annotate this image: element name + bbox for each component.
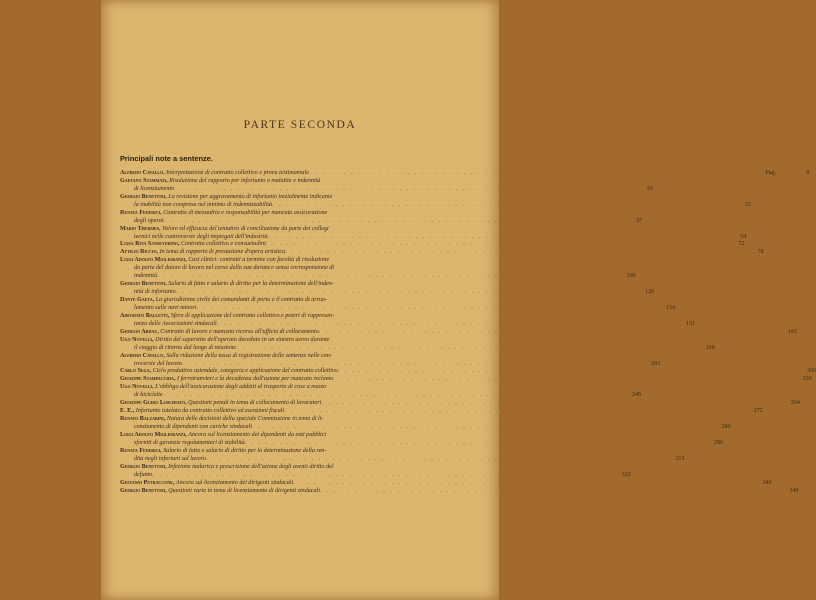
entry-title: Valore ed efficacia del tentativo di conciliazione da parte dei collegi (162, 225, 329, 232)
toc-line (120, 328, 798, 337)
page-number: 346 (762, 479, 772, 486)
entry-author: Luigi Adolfo Miglioranzi, (120, 431, 187, 438)
entry-title: Sulla riduzione della tassa di registrazione delle sentenze nelle con- (166, 352, 332, 359)
page-number: 100 (626, 273, 636, 280)
entry-title-continued: dita negli infortuni sul lavoro (134, 455, 206, 462)
toc-entry-text (120, 210, 327, 218)
entry-author: Giorgio Benettini, (120, 487, 167, 494)
toc-entry-text (120, 353, 332, 361)
page-label: Pag. (765, 170, 777, 176)
entry-title: Contratto di lavoro e mancato ricorso all'ufficio di collocamento (160, 328, 319, 335)
page-number: 72 (738, 241, 745, 248)
toc-line (120, 170, 810, 178)
page-number: 151 (686, 320, 696, 327)
toc-entry (120, 241, 745, 249)
toc-entry-text (120, 480, 293, 488)
toc-entry-text (120, 178, 320, 186)
leader-dots (268, 234, 723, 242)
entry-title: Diritto del superstite dell'operaio deceduto in un sinistro aereo durante (155, 336, 330, 343)
entry-author: Giorgio Benettini, (120, 193, 167, 200)
toc-line (120, 464, 490, 472)
toc-line (120, 241, 745, 249)
leader-dots (284, 408, 739, 416)
toc-entry (120, 209, 643, 226)
entry-title: Ancora sul licenziamento dei dipendenti da enti pubblici (188, 431, 327, 438)
entry-author: Renato Balzarini, (120, 416, 166, 423)
entry-title: Infezione malarica e prescrizione dell'azione degli aventi diritto del (168, 463, 334, 470)
toc-entry-text (120, 384, 326, 392)
page-number: 272 (753, 408, 763, 415)
page-number: 322 (621, 471, 631, 478)
page-number: 54 (740, 233, 747, 240)
toc-entry-text (120, 408, 284, 416)
entry-title: Contratto di mezzadria e responsabilità per mancata assicurazione (163, 209, 328, 216)
entry-title-continued: cenziamento di dipendenti con cariche sindacali (134, 424, 252, 430)
toc-entry-text (120, 170, 309, 178)
entry-title: Infortunio tutelato da contratto collettivo ed esenzioni fiscali (135, 408, 285, 415)
toc-line (120, 416, 490, 424)
toc-entry (120, 416, 731, 432)
toc-entry (120, 479, 772, 488)
page-number: 134 (665, 304, 675, 311)
toc-line-continued (120, 273, 636, 281)
entry-title-continued: nità di infortunio (134, 289, 176, 296)
entry-title-continued: lamento sulle navi minori (134, 304, 197, 311)
entry-author: Giovanni Petraccone, (120, 479, 175, 486)
leader-dots (245, 440, 700, 448)
entry-title: La revisione per aggravamento di infortunio inizialmente indicante (168, 193, 333, 200)
toc-entry-text (120, 194, 332, 202)
leader-dots (293, 480, 748, 488)
entry-title: Ciclo produttivo aziendale, categoria e applicazione del contratto collettivo (152, 368, 338, 375)
toc-line (120, 408, 763, 416)
entry-title-continued: la inabilità non compresa nel minimo di indennizzabilità (134, 201, 273, 208)
entry-title-continued: il viaggio di ritorno dal luogo di missione (134, 344, 237, 351)
leader-dots (196, 305, 651, 313)
toc-entry (120, 400, 800, 408)
entry-author: Giorgio Benettini, (120, 281, 167, 288)
toc-entry (120, 297, 675, 313)
entry-author: Ugo Novelli, (120, 384, 154, 391)
toc-entry-text (120, 376, 333, 384)
toc-line-continued (120, 201, 751, 210)
page-number: 129 (645, 289, 655, 296)
toc-entry-text (120, 400, 321, 408)
toc-line-continued (120, 455, 685, 464)
entry-author: Luigi Adolfo Miglioranzi, (120, 257, 187, 264)
page-number: 161 (788, 328, 798, 335)
leader-dots (272, 202, 727, 210)
entry-author: Giorgio Ardau, (120, 328, 159, 335)
book-page (101, 0, 816, 600)
toc-line (120, 400, 800, 408)
toc-entry-text (120, 448, 326, 456)
toc-line-continued (120, 471, 631, 480)
leader-dots (266, 241, 721, 249)
toc-entry (120, 170, 810, 178)
toc-entry (120, 225, 747, 242)
toc-line-continued (120, 289, 655, 297)
toc-line (120, 313, 490, 321)
entry-author: Mario Thermes, (120, 225, 161, 232)
entry-title-continued: troversie del lavoro (134, 360, 182, 367)
page-number: 239 (802, 376, 812, 383)
toc-entry (120, 376, 812, 384)
entry-title-continued: tecnici nelle controversie degli impiegati dell'industria (134, 233, 268, 240)
leader-dots (176, 289, 631, 297)
leader-dots (338, 368, 793, 376)
entry-author: Renata Federici, (120, 209, 162, 216)
page-number: 280 (721, 424, 731, 430)
page-number: 349 (789, 487, 799, 494)
toc-line (120, 432, 490, 440)
leader-dots (164, 218, 619, 226)
leader-dots (252, 424, 707, 432)
entry-title-continued: indennità (134, 273, 158, 280)
page-number: 169 (705, 344, 715, 351)
toc-line (120, 479, 772, 488)
toc-entry (120, 463, 631, 480)
entry-title: Interpretazione di contratto collettivo e prova testimoniale (166, 170, 309, 176)
toc-entry (120, 431, 724, 448)
entry-title: La giurisdizione civile dei comandanti di porto e il contratto di arruo- (155, 297, 328, 303)
toc-entry-text (120, 297, 327, 305)
entry-author: Ugo Novelli, (120, 336, 154, 343)
toc-line-continued (120, 392, 642, 400)
entry-title-continued: di licenziamento (134, 185, 175, 192)
toc-line (120, 353, 490, 361)
toc-line (120, 376, 812, 384)
entry-title: Sfera di applicazione del contratto collettivo e poteri di rappresen- (170, 312, 335, 319)
toc-entry-text (120, 226, 329, 234)
entry-title-continued: defunto (134, 471, 153, 478)
toc-line-continued (120, 265, 490, 273)
toc-entry-text (120, 464, 334, 472)
toc-line (120, 178, 490, 186)
entry-author: Dante Gaeta, (120, 297, 155, 303)
page-number: 9 (806, 170, 810, 176)
entry-title-continued: da parte del datore di lavoro nel corso della sua durata e senza corresponsione di (134, 265, 335, 272)
toc-line-continued (120, 439, 724, 448)
entry-title: Natura delle decisioni della speciale Commissione in tema di li- (166, 416, 324, 423)
toc-line (120, 487, 799, 496)
page-number: 203 (651, 360, 661, 367)
page-number: 246 (632, 392, 642, 399)
toc-entry-text (120, 313, 334, 321)
leader-dots (309, 170, 764, 178)
entry-author: Gaetano Stammati, (120, 177, 168, 184)
entry-title-continued: sforniti di garanzie regolamentari di stabilità (134, 439, 245, 446)
entry-title: Contratto collettivo e consuetudini (181, 241, 266, 248)
entry-title: Salario di fatto e salario di diritto per la determinazione dell'inden- (168, 281, 334, 288)
page-number: 35 (744, 201, 751, 208)
entry-title: Questioni varie in tema di licenziamento di dirigenti sindacali (168, 487, 320, 494)
toc-entry (120, 447, 685, 464)
entry-title: Risoluzione del rapporto per infortunio o malattia e indennità (169, 177, 321, 184)
entry-title-continued: di biciclette (134, 392, 163, 399)
entry-title: L'obbligo dell'assicurazione degli addetti al trasporto di cose a mezzo (155, 384, 327, 391)
page-number: 264 (790, 400, 800, 407)
entry-author: Alfredo Cavallo, (120, 170, 165, 176)
entry-title-continued: degli operai (134, 217, 164, 224)
toc-line (120, 337, 490, 345)
leader-dots (321, 400, 776, 408)
toc-entry-text (120, 416, 323, 424)
toc-entry (120, 193, 751, 210)
leader-dots (157, 273, 612, 281)
toc-line (120, 448, 490, 456)
leader-dots (217, 321, 672, 329)
toc-entry-text (120, 488, 320, 496)
leader-dots (333, 376, 788, 384)
entry-title: I ferrotranvieri e la decadenza dall'azione per mancato reclamo (177, 376, 334, 383)
toc-line-continued (120, 185, 653, 194)
entry-title: Casi clinici: contratti a termine con facoltà di risoluzione (188, 257, 330, 264)
entry-author: Giuseppe Stampacchia, (120, 376, 176, 383)
toc-entry-text (120, 432, 326, 440)
entry-author: Alfredo Cavallo, (120, 352, 165, 359)
toc-line (120, 281, 490, 289)
toc-entry (120, 257, 636, 281)
page-number: 313 (675, 455, 685, 462)
toc-entry (120, 177, 653, 194)
toc-entry (120, 312, 696, 329)
part-title: PARTE SECONDA (243, 119, 357, 131)
entry-author: Adeodato Balletti, (120, 312, 170, 319)
leader-dots (319, 329, 774, 337)
leader-dots (174, 186, 629, 194)
toc-entry-text (120, 337, 330, 345)
toc-line-continued (120, 217, 643, 226)
toc-entry-text (120, 281, 334, 289)
entry-author: Giuseppe Guido Loschiavo, (120, 400, 187, 407)
toc-line-continued (120, 424, 731, 432)
toc-entry (120, 352, 661, 369)
entry-title: Salario di fatto e salario di diritto per la determinazione della ren- (163, 447, 327, 454)
leader-dots (236, 345, 691, 353)
table-of-contents (120, 170, 816, 495)
toc-line-continued (120, 360, 661, 369)
toc-line (120, 257, 490, 265)
toc-line-continued (120, 344, 715, 353)
leader-dots (320, 488, 775, 496)
entry-author: E. E., (120, 408, 135, 415)
toc-entry-text (120, 329, 319, 337)
toc-entry-text (120, 257, 329, 265)
page-number: 78 (757, 249, 764, 256)
toc-line-continued (120, 233, 747, 242)
toc-entry (120, 328, 798, 337)
toc-entry-text (120, 241, 266, 249)
entry-author: Attilio Riccio, (120, 249, 159, 256)
page-number: 296 (714, 439, 724, 446)
entry-title-continued: tanza delle Associazioni sindacali (134, 320, 217, 327)
entry-author: Giorgio Benettini, (120, 463, 167, 470)
entry-author: Renata Federici, (120, 447, 162, 454)
page-number: 16 (646, 185, 653, 192)
entry-title: In tema di rapporto di prestazione d'opera artistica (159, 249, 286, 256)
leader-dots (152, 472, 607, 480)
page-number: 37 (636, 217, 643, 224)
toc-line (120, 194, 490, 202)
toc-entry (120, 384, 642, 400)
entry-author: Carlo Sega, (120, 368, 152, 375)
toc-line (120, 297, 490, 305)
leader-dots (182, 361, 637, 369)
toc-entry (120, 281, 655, 297)
toc-entry (120, 408, 763, 416)
toc-line-continued (120, 304, 675, 313)
toc-line (120, 384, 490, 392)
leader-dots (163, 392, 618, 400)
toc-line-continued (120, 320, 696, 329)
leader-dots (206, 456, 661, 464)
toc-entry (120, 336, 715, 353)
toc-line (120, 210, 490, 218)
entry-title: Questioni penali in tema di collocamento di lavoratori (188, 400, 322, 407)
toc-line (120, 226, 490, 234)
toc-entry (120, 487, 799, 496)
page-number: 206 (807, 368, 816, 375)
entry-title: Ancora sul licenziamento dei dirigenti sindacali (175, 479, 294, 486)
entry-author: Luisa Riva Sanseverino, (120, 241, 180, 248)
section-heading: Principali note a sentenze. (120, 154, 213, 163)
leader-dots (285, 249, 740, 257)
